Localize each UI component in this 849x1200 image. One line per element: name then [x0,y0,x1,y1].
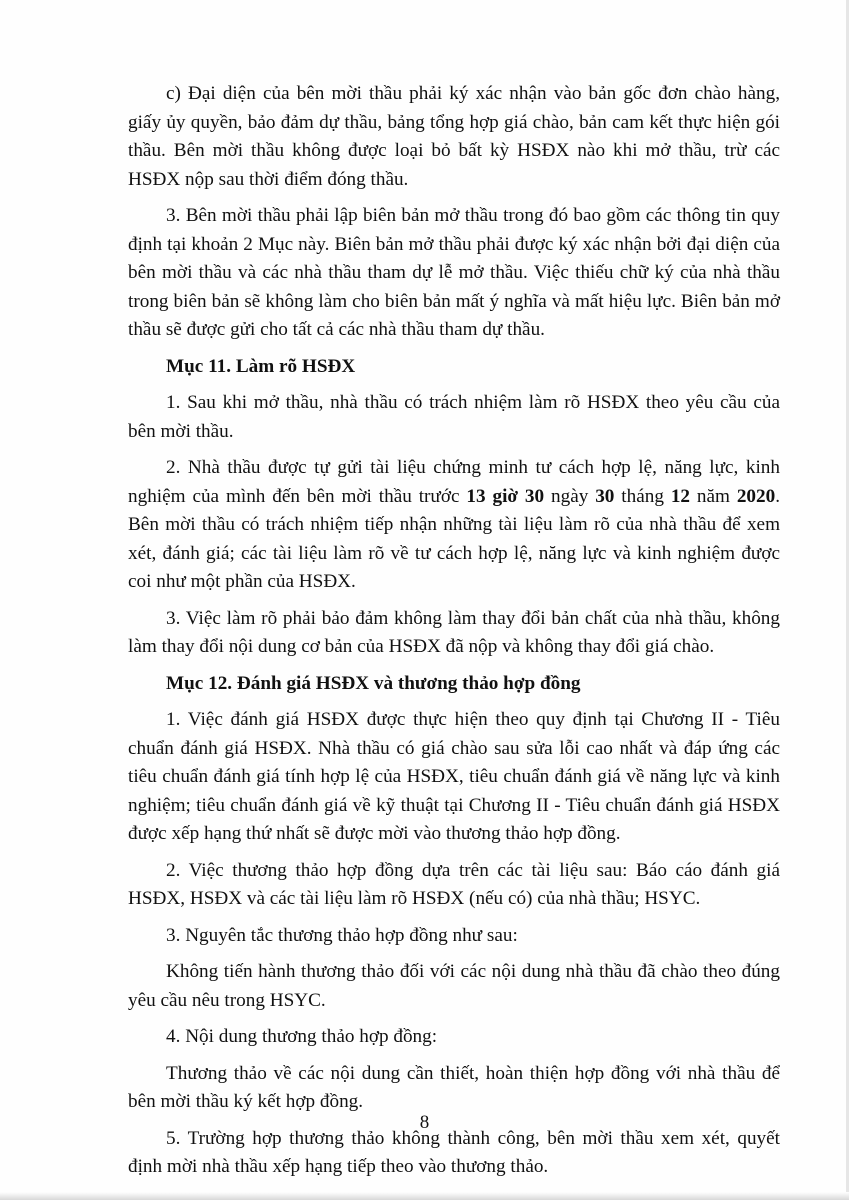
deadline-year: 2020 [736,485,776,507]
section-12-item-2: 2. Việc thương thảo hợp đồng dựa trên các tài liệu sau: Báo cáo đánh giá HSĐX, HSĐX và các tài liệu làm rõ HSĐX (nếu có) của nhà thầu; HSYC. [128,859,780,909]
section-12-item-4: 4. Nội dung thương thảo hợp đồng: [166,1026,438,1047]
section-12-item-3-detail: Không tiến hành thương thảo đối với các nội dung nhà thầu đã chào theo đúng yêu cầu nêu trong HSYC. [128,961,780,1011]
section-11-item-1: 1. Sau khi mở thầu, nhà thầu có trách nhiệm làm rõ HSĐX theo yêu cầu của bên mời thầu. [128,392,780,442]
section-11-item-2-text-d: năm [690,485,737,507]
section-11-item-2-text-b: ngày [544,485,596,507]
section-12-item-4-detail: Thương thảo về các nội dung cần thiết, hoàn thiện hợp đồng với nhà thầu để bên mời thầu ký kết hợp đồng. [128,1062,780,1112]
section-12-item-5: 5. Trường hợp thương thảo không thành công, bên mời thầu xem xét, quyết định mời nhà thầu xếp hạng tiếp theo vào thương thảo. [128,1127,780,1177]
deadline-month: 12 [670,485,690,507]
deadline-hour: 13 giờ 30 [466,485,545,507]
paragraph-3-opening-minutes: 3. Bên mời thầu phải lập biên bản mở thầu trong đó bao gồm các thông tin quy định tại khoản 2 Mục này. Biên bản mở thầu phải được ký xác nhận bởi đại diện của bên mời thầu và các nhà thầu tham dự lễ mở thầu. Việc thiếu chữ ký của nhà thầu trong biên bản sẽ không làm cho biên bản mất ý nghĩa và mất hiệu lực. Biên bản mở thầu sẽ được gửi cho tất cả các nhà thầu tham dự thầu. [128,205,780,340]
section-11-item-2 [128,454,780,597]
section-11-item-2-text-e: . Bên mời thầu có trách nhiệm tiếp nhận những tài liệu làm rõ của nhà thầu để xem xét, đánh giá; các tài liệu làm rõ về tư cách hợp lệ, năng lực và kinh nghiệm được coi như một phần của HSĐX. [128,485,780,592]
section-12-item-1: 1. Việc đánh giá HSĐX được thực hiện theo quy định tại Chương II - Tiêu chuẩn đánh giá HSĐX. Nhà thầu có giá chào sau sửa lỗi cao nhất và đáp ứng các tiêu chuẩn đánh giá tính hợp lệ của HSĐX, tiêu chuẩn đánh giá về năng lực và kinh nghiệm; tiêu chuẩn đánh giá về kỹ thuật tại Chương II - Tiêu chuẩn đánh giá HSĐX được xếp hạng thứ nhất sẽ được mời vào thương thảo hợp đồng. [128,709,780,844]
section-11-heading: Mục 11. Làm rõ HSĐX [166,355,356,377]
section-12-heading: Mục 12. Đánh giá HSĐX và thương thảo hợp đồng [166,672,581,694]
deadline-day: 30 [595,485,615,507]
document-body [128,80,780,1190]
section-12-item-3: 3. Nguyên tắc thương thảo hợp đồng như sau: [166,924,518,946]
page-number: 8 [419,1112,430,1133]
section-11-item-2-text-c: tháng [614,485,671,507]
paragraph-c-representative-sign: c) Đại diện của bên mời thầu phải ký xác nhận vào bản gốc đơn chào hàng, giấy ủy quyền, bảo đảm dự thầu, bảng tổng hợp giá chào, bản cam kết thực hiện gói thầu. Bên mời thầu không được loại bỏ bất kỳ HSĐX nào khi mở thầu, trừ các HSĐX nộp sau thời điểm đóng thầu. [128,83,780,190]
scan-edge-bottom [0,1192,849,1200]
section-11-item-3: 3. Việc làm rõ phải bảo đảm không làm thay đổi bản chất của nhà thầu, không làm thay đổi nội dung cơ bản của HSĐX đã nộp và không thay đổi giá chào. [128,607,780,657]
section-11-item-2-text-a: 2. Nhà thầu được tự gửi tài liệu chứng minh tư cách hợp lệ, năng lực, kinh nghiệm của mình đến bên mời thầu trước [128,457,780,507]
